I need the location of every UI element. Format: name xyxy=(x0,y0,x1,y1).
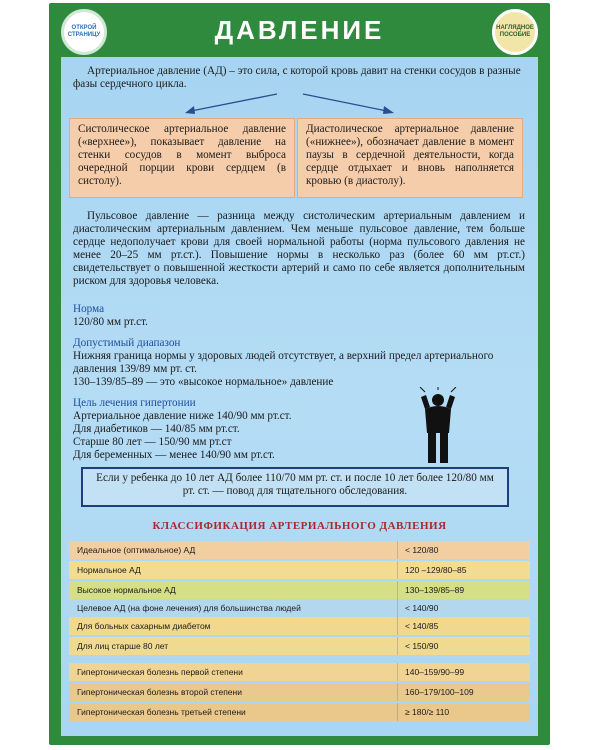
target-item: Старше 80 лет — 150/90 мм рт.ст xyxy=(73,436,232,448)
classification-row xyxy=(69,561,530,579)
classification-row xyxy=(69,703,530,721)
classification-row-name: Для больных сахарным диабетом xyxy=(77,621,211,631)
classification-row-value: < 120/80 xyxy=(405,545,439,555)
classification-row-name: Для лиц старше 80 лет xyxy=(77,641,169,651)
range-heading: Допустимый диапазон xyxy=(73,337,181,349)
content-panel xyxy=(61,57,538,736)
row-divider xyxy=(397,617,398,635)
classification-row-name: Гипертоническая болезнь третьей степени xyxy=(77,707,246,717)
row-divider xyxy=(397,637,398,655)
range-section xyxy=(73,337,525,389)
classification-row xyxy=(69,541,530,559)
classification-row-name: Гипертоническая болезнь второй степени xyxy=(77,687,242,697)
range-high-normal: 130–139/85–89 — это «высокое нормальное» давление xyxy=(73,376,334,388)
row-divider xyxy=(397,599,398,617)
target-heading: Цель лечения гипертонии xyxy=(73,397,196,409)
page-title: ДАВЛЕНИЕ xyxy=(214,15,385,45)
classification-row-value: 120 –129/80–85 xyxy=(405,565,467,575)
classification-row-value: ≥ 180/≥ 110 xyxy=(405,707,450,717)
classification-row-name: Идеальное (оптимальное) АД xyxy=(77,545,196,555)
row-divider xyxy=(397,561,398,579)
classification-row xyxy=(69,617,530,635)
classification-row-name: Нормальное АД xyxy=(77,565,141,575)
row-divider xyxy=(397,703,398,721)
row-divider xyxy=(397,541,398,559)
systolic-box: Систолическое артериальное давление («верхнее»), показывает давление на стенки сосудов в момент выброса очередной порции крови сердцем (в систолу). xyxy=(69,118,295,198)
classification-title: КЛАССИФИКАЦИЯ АРТЕРИАЛЬНОГО ДАВЛЕНИЯ xyxy=(152,520,447,532)
classification-row-value: < 140/90 xyxy=(405,603,439,613)
classification-row xyxy=(69,599,530,617)
range-text: Нижняя граница нормы у здоровых людей отсутствует, а верхний предел артериального давления 139/89 мм рт. ст. xyxy=(73,350,494,375)
arrow-left-icon xyxy=(181,91,281,117)
child-pressure-notice: Если у ребенка до 10 лет АД более 110/70 мм рт. ст. и после 10 лет более 120/80 мм рт. ст. — повод для тщательного обследования. xyxy=(81,467,509,507)
intro-paragraph: Артериальное давление (АД) – это сила, с которой кровь давит на стенки сосудов в разные фазы сердечного цикла. xyxy=(73,65,521,90)
classification-row xyxy=(69,581,530,599)
norm-value: 120/80 мм рт.ст. xyxy=(73,316,148,328)
target-section xyxy=(73,397,393,462)
classification-row-name: Целевое АД (на фоне лечения) для большинства людей xyxy=(77,603,301,613)
classification-row xyxy=(69,663,530,681)
badge-left-label: ОТКРОЙ СТРАНИЦУ xyxy=(67,25,101,38)
target-item: Для беременных — менее 140/90 мм рт.ст. xyxy=(73,449,275,461)
headache-person-icon xyxy=(413,387,463,467)
poster-card xyxy=(49,3,550,745)
row-divider xyxy=(397,581,398,599)
classification-row-value: 130–139/85–89 xyxy=(405,585,465,595)
pulse-pressure-paragraph: Пульсовое давление — разница между систолическим артериальным давлением и диастолическим артериальным давлением. Чем меньше пульсовое давление, тем больше сердце недополучает крови для своей нормальной работы (норма пульсового давления не менее 20–25 мм рт.ст.). Повышение нормы в несколько раз (более 60 мм рт.ст.) свидетельствует о повышенной жесткости артерий и само по себе является дополнительным риском для здоровья человека. xyxy=(73,210,525,287)
classification-row-value: < 150/90 xyxy=(405,641,439,651)
classification-row xyxy=(69,683,530,701)
classification-row-value: 160–179/100–109 xyxy=(405,687,474,697)
target-item: Для диабетиков — 140/85 мм рт.ст. xyxy=(73,423,240,435)
visual-aid-badge xyxy=(492,9,538,55)
classification-row-name: Гипертоническая болезнь первой степени xyxy=(77,667,243,677)
arrow-right-icon xyxy=(299,91,399,117)
classification-row xyxy=(69,637,530,655)
row-divider xyxy=(397,683,398,701)
target-item: Артериальное давление ниже 140/90 мм рт.ст. xyxy=(73,410,292,422)
diastolic-box: Диастолическое артериальное давление («нижнее»), обозначает давление в момент паузы в сердечной деятельности, когда сердце отдыхает и вновь наполняется кровью (в диастолу). xyxy=(297,118,523,198)
norm-heading: Норма xyxy=(73,303,105,315)
classification-row-value: < 140/85 xyxy=(405,621,439,631)
classification-row-value: 140–159/90–99 xyxy=(405,667,465,677)
classification-row-name: Высокое нормальное АД xyxy=(77,585,176,595)
norm-section xyxy=(73,303,533,329)
row-divider xyxy=(397,663,398,681)
badge-right-label: НАГЛЯДНОЕ ПОСОБИЕ xyxy=(496,25,534,38)
